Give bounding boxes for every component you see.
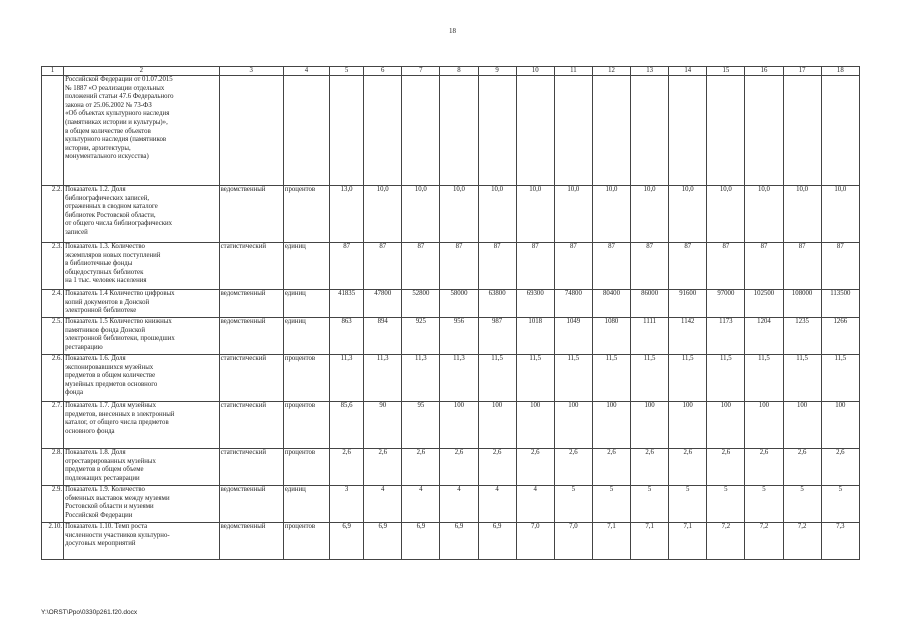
indicator-name [64, 402, 220, 449]
value-cell: 2,6 [783, 449, 821, 486]
value-cell: 47800 [364, 290, 402, 318]
value-cell: 7,1 [592, 523, 630, 560]
value-cell: 925 [402, 318, 440, 355]
value-cell: 11,5 [745, 355, 783, 402]
value-cell: 7,0 [554, 523, 592, 560]
value-cell: 100 [707, 402, 745, 449]
indicator-name-line: Показатель 1.5 Количество книжных [65, 318, 172, 325]
indicator-name-line: предметов в общем количестве [65, 372, 156, 380]
header-row [42, 67, 860, 76]
value-cell: 6,9 [440, 523, 478, 560]
table-row [42, 486, 860, 523]
value-cell: 1018 [516, 318, 554, 355]
value-cell: 87 [478, 243, 516, 290]
indicator-name-line: копий документов в Донской [65, 298, 150, 306]
indicator-name-line: Показатель 1.3. Количество [65, 243, 145, 250]
indicator-name [64, 318, 220, 355]
value-cell [631, 76, 669, 186]
indicator-name [64, 449, 220, 486]
header-cell: 9 [478, 67, 516, 76]
indicator-type: ведомственный [219, 486, 283, 523]
value-cell: 956 [440, 318, 478, 355]
indicator-type: статистический [219, 402, 283, 449]
indicator-name-line: Показатель 1.9. Количество [65, 486, 145, 493]
value-cell: 1266 [821, 318, 859, 355]
value-cell: 863 [330, 318, 364, 355]
value-cell: 2,6 [330, 449, 364, 486]
indicator-name-line: подлежащих реставрации [65, 474, 140, 482]
value-cell: 87 [330, 243, 364, 290]
indicator-name-line: предметов в общем объеме [65, 466, 144, 474]
header-cell: 5 [330, 67, 364, 76]
value-cell: 2,6 [478, 449, 516, 486]
unit-of-measure [283, 76, 329, 186]
indicator-name-line: памятников фонда Донской [65, 326, 145, 334]
value-cell: 87 [554, 243, 592, 290]
value-cell: 2,6 [669, 449, 707, 486]
indicator-type [219, 76, 283, 186]
value-cell: 2,6 [631, 449, 669, 486]
table-row [42, 318, 860, 355]
indicator-name-line: отреставрированных музейных [65, 457, 156, 465]
indicator-name-line: от общего числа библиографических [65, 220, 173, 228]
value-cell: 5 [554, 486, 592, 523]
value-cell: 4 [402, 486, 440, 523]
value-cell: 11,5 [631, 355, 669, 402]
value-cell: 2,6 [440, 449, 478, 486]
value-cell: 74800 [554, 290, 592, 318]
value-cell: 87 [402, 243, 440, 290]
indicator-name-line: каталог, от общего числа предметов [65, 419, 169, 427]
header-cell: 13 [631, 67, 669, 76]
value-cell: 100 [478, 402, 516, 449]
row-number: 2.7. [42, 402, 64, 449]
value-cell: 11,5 [783, 355, 821, 402]
value-cell: 11,3 [440, 355, 478, 402]
value-cell: 113500 [821, 290, 859, 318]
indicator-name-line: (памятниках истории и культуры)», [65, 118, 168, 126]
value-cell: 11,5 [592, 355, 630, 402]
header-cell: 18 [821, 67, 859, 76]
value-cell: 87 [440, 243, 478, 290]
row-number: 2.10. [42, 523, 64, 560]
unit-of-measure: единиц [283, 243, 329, 290]
indicator-name-line: библиографических записей, [65, 194, 150, 202]
row-number [42, 76, 64, 186]
value-cell: 2,6 [592, 449, 630, 486]
header-cell: 4 [283, 67, 329, 76]
value-cell [402, 76, 440, 186]
indicator-name-line: электронной библиотеке [65, 307, 137, 315]
indicator-name-line: Показатель 1.6. Доля [65, 355, 126, 362]
indicator-name [64, 76, 220, 186]
value-cell: 91600 [669, 290, 707, 318]
indicator-name-line: в библиотечные фонды [65, 260, 133, 268]
value-cell: 1173 [707, 318, 745, 355]
value-cell: 3 [330, 486, 364, 523]
table-row [42, 402, 860, 449]
value-cell [330, 76, 364, 186]
indicator-name-line: записей [65, 228, 88, 236]
indicator-name-line: численности участников культурно- [65, 531, 170, 539]
indicator-name-line: Показатель 1.4 Количество цифровых [65, 290, 175, 297]
value-cell: 11,3 [364, 355, 402, 402]
value-cell: 10,0 [592, 186, 630, 243]
value-cell: 1204 [745, 318, 783, 355]
value-cell: 7,2 [745, 523, 783, 560]
value-cell: 87 [516, 243, 554, 290]
value-cell: 87 [783, 243, 821, 290]
document-path: Y:\ORST\Ppo\0330p261.f20.docx [41, 609, 138, 616]
value-cell: 100 [631, 402, 669, 449]
indicator-name-line: основного фонда [65, 427, 115, 435]
value-cell: 86000 [631, 290, 669, 318]
indicator-name-line: Ростовской области и музеями [65, 503, 154, 511]
value-cell: 41835 [330, 290, 364, 318]
value-cell: 5 [631, 486, 669, 523]
table-row [42, 290, 860, 318]
value-cell: 10,0 [707, 186, 745, 243]
value-cell: 2,6 [745, 449, 783, 486]
row-number: 2.4. [42, 290, 64, 318]
value-cell: 7,2 [707, 523, 745, 560]
value-cell: 95 [402, 402, 440, 449]
value-cell: 987 [478, 318, 516, 355]
header-cell: 16 [745, 67, 783, 76]
unit-of-measure: единиц [283, 290, 329, 318]
indicator-type: ведомственный [219, 186, 283, 243]
value-cell: 80400 [592, 290, 630, 318]
value-cell: 11,5 [516, 355, 554, 402]
indicator-name-line: реставрацию [65, 343, 103, 351]
unit-of-measure: процентов [283, 186, 329, 243]
indicator-type: ведомственный [219, 523, 283, 560]
indicator-name-line: Показатель 1.10. Темп роста [65, 523, 148, 530]
value-cell: 100 [821, 402, 859, 449]
value-cell: 10,0 [516, 186, 554, 243]
value-cell: 87 [745, 243, 783, 290]
value-cell [783, 76, 821, 186]
value-cell: 11,5 [707, 355, 745, 402]
value-cell: 87 [592, 243, 630, 290]
value-cell [364, 76, 402, 186]
value-cell: 6,9 [478, 523, 516, 560]
value-cell: 108000 [783, 290, 821, 318]
indicators-table [41, 66, 860, 560]
value-cell: 10,0 [478, 186, 516, 243]
value-cell: 87 [821, 243, 859, 290]
value-cell: 7,1 [631, 523, 669, 560]
value-cell: 10,0 [554, 186, 592, 243]
value-cell [745, 76, 783, 186]
value-cell [707, 76, 745, 186]
value-cell: 52800 [402, 290, 440, 318]
header-cell: 15 [707, 67, 745, 76]
header-cell: 3 [219, 67, 283, 76]
value-cell: 2,6 [821, 449, 859, 486]
value-cell: 1111 [631, 318, 669, 355]
indicator-name-line: Показатель 1.8. Доля [65, 449, 126, 456]
value-cell: 2,6 [402, 449, 440, 486]
unit-of-measure: процентов [283, 523, 329, 560]
value-cell: 85,6 [330, 402, 364, 449]
value-cell: 11,5 [478, 355, 516, 402]
indicator-name-line: Показатель 1.7. Доля музейных [65, 402, 157, 409]
indicator-name [64, 186, 220, 243]
value-cell: 10,0 [402, 186, 440, 243]
value-cell: 5 [592, 486, 630, 523]
value-cell: 13,0 [330, 186, 364, 243]
indicator-name-line: обменных выставок между музеями [65, 494, 170, 502]
value-cell: 7,2 [783, 523, 821, 560]
value-cell: 10,0 [440, 186, 478, 243]
indicator-name [64, 243, 220, 290]
value-cell: 100 [669, 402, 707, 449]
value-cell: 6,9 [330, 523, 364, 560]
unit-of-measure: единиц [283, 486, 329, 523]
value-cell: 10,0 [745, 186, 783, 243]
value-cell: 10,0 [821, 186, 859, 243]
indicator-name-line: положений статьи 47.6 Федерального [65, 93, 174, 101]
indicator-name-line: культурного наследия (памятников [65, 136, 167, 144]
indicator-name-line: электронной библиотеки, прошедших [65, 335, 175, 343]
indicator-name-line: Показатель 1.2. Доля [65, 186, 126, 193]
value-cell: 5 [821, 486, 859, 523]
row-number: 2.6. [42, 355, 64, 402]
row-number: 2.5. [42, 318, 64, 355]
header-cell: 1 [42, 67, 64, 76]
value-cell [592, 76, 630, 186]
value-cell: 11,3 [402, 355, 440, 402]
value-cell: 100 [440, 402, 478, 449]
value-cell: 2,6 [364, 449, 402, 486]
indicator-name-line: «Об объектах культурного наследия [65, 110, 170, 118]
indicator-name-line: досуговых мероприятий [65, 540, 136, 548]
header-cell: 6 [364, 67, 402, 76]
value-cell: 58000 [440, 290, 478, 318]
indicator-name-line: Российской Федерации от 01.07.2015 [65, 76, 173, 83]
value-cell: 11,3 [330, 355, 364, 402]
value-cell: 87 [707, 243, 745, 290]
value-cell: 5 [669, 486, 707, 523]
value-cell: 7,1 [669, 523, 707, 560]
value-cell: 87 [669, 243, 707, 290]
unit-of-measure: процентов [283, 402, 329, 449]
indicator-name-line: на 1 тыс. человек населения [65, 277, 147, 285]
value-cell: 7,0 [516, 523, 554, 560]
value-cell: 4 [516, 486, 554, 523]
value-cell: 5 [745, 486, 783, 523]
value-cell: 100 [745, 402, 783, 449]
indicator-name-line: истории, архитектуры, [65, 144, 131, 152]
value-cell: 1080 [592, 318, 630, 355]
value-cell: 102500 [745, 290, 783, 318]
value-cell: 6,9 [364, 523, 402, 560]
value-cell: 7,3 [821, 523, 859, 560]
row-number: 2.2. [42, 186, 64, 243]
indicator-name-line: отраженных в сводном каталоге [65, 203, 158, 211]
table-row [42, 186, 860, 243]
row-number: 2.3. [42, 243, 64, 290]
indicator-name [64, 486, 220, 523]
indicator-name-line: в общем количестве объектов [65, 127, 151, 135]
indicator-type: статистический [219, 355, 283, 402]
indicator-name-line: библиотек Ростовской области, [65, 211, 156, 219]
value-cell: 5 [783, 486, 821, 523]
value-cell: 10,0 [669, 186, 707, 243]
row-number: 2.8. [42, 449, 64, 486]
row-number: 2.9. [42, 486, 64, 523]
value-cell [478, 76, 516, 186]
table-row [42, 243, 860, 290]
value-cell: 10,0 [364, 186, 402, 243]
indicator-name [64, 290, 220, 318]
indicator-type: ведомственный [219, 318, 283, 355]
header-cell: 7 [402, 67, 440, 76]
value-cell: 100 [783, 402, 821, 449]
value-cell: 90 [364, 402, 402, 449]
indicator-name-line: музейных предметов основного [65, 380, 158, 388]
unit-of-measure: процентов [283, 355, 329, 402]
value-cell: 2,6 [516, 449, 554, 486]
indicator-name [64, 355, 220, 402]
header-cell: 12 [592, 67, 630, 76]
indicator-name-line: монументального искусства) [65, 153, 149, 161]
table-row [42, 449, 860, 486]
value-cell: 10,0 [783, 186, 821, 243]
value-cell: 2,6 [554, 449, 592, 486]
table-row [42, 355, 860, 402]
value-cell: 2,6 [707, 449, 745, 486]
indicator-type: статистический [219, 243, 283, 290]
indicator-type: статистический [219, 449, 283, 486]
value-cell: 100 [592, 402, 630, 449]
value-cell: 6,9 [402, 523, 440, 560]
unit-of-measure: процентов [283, 449, 329, 486]
indicator-name-line: предметов, внесенных в электронный [65, 410, 175, 418]
value-cell: 4 [364, 486, 402, 523]
indicator-name-line: общедоступных библиотек [65, 268, 144, 276]
indicator-name-line: закона от 25.06.2002 № 73-ФЗ [65, 101, 152, 109]
value-cell: 1142 [669, 318, 707, 355]
value-cell: 11,5 [669, 355, 707, 402]
value-cell: 4 [440, 486, 478, 523]
value-cell [440, 76, 478, 186]
value-cell: 100 [554, 402, 592, 449]
header-cell: 2 [64, 67, 220, 76]
value-cell: 87 [631, 243, 669, 290]
value-cell [669, 76, 707, 186]
value-cell: 11,5 [554, 355, 592, 402]
value-cell: 100 [516, 402, 554, 449]
value-cell: 10,0 [631, 186, 669, 243]
indicator-name-line: экспонировавшихся музейных [65, 363, 154, 371]
value-cell: 1235 [783, 318, 821, 355]
unit-of-measure: единиц [283, 318, 329, 355]
value-cell: 894 [364, 318, 402, 355]
indicator-name [64, 523, 220, 560]
header-cell: 11 [554, 67, 592, 76]
value-cell [554, 76, 592, 186]
table-row [42, 523, 860, 560]
page-number: 18 [449, 27, 456, 35]
value-cell: 4 [478, 486, 516, 523]
header-cell: 8 [440, 67, 478, 76]
indicator-name-line: фонда [65, 389, 83, 397]
indicator-type: ведомственный [219, 290, 283, 318]
value-cell: 87 [364, 243, 402, 290]
value-cell: 63800 [478, 290, 516, 318]
header-cell: 10 [516, 67, 554, 76]
value-cell [516, 76, 554, 186]
indicator-name-line: № 1887 «О реализации отдельных [65, 84, 165, 92]
value-cell: 11,5 [821, 355, 859, 402]
value-cell: 69300 [516, 290, 554, 318]
indicator-name-line: Российской Федерации [65, 511, 133, 519]
table-row [42, 76, 860, 186]
value-cell: 97000 [707, 290, 745, 318]
header-cell: 14 [669, 67, 707, 76]
value-cell: 1049 [554, 318, 592, 355]
value-cell [821, 76, 859, 186]
header-cell: 17 [783, 67, 821, 76]
indicator-name-line: экземпляров новых поступлений [65, 251, 161, 259]
value-cell: 5 [707, 486, 745, 523]
